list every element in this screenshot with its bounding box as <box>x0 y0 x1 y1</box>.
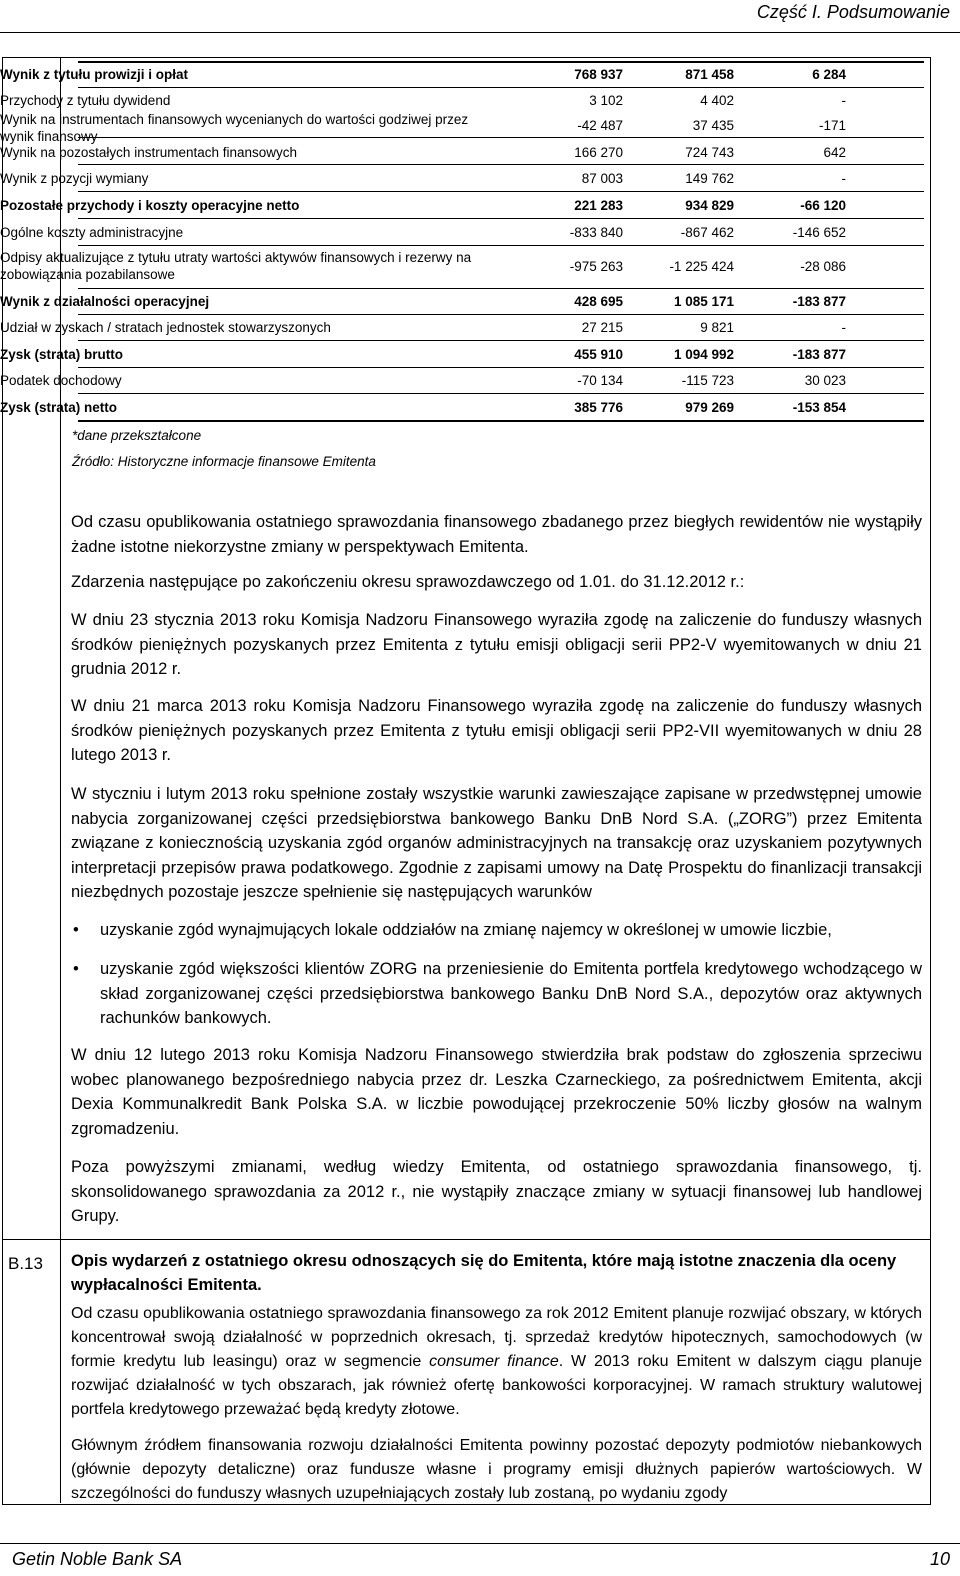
paragraph <box>71 1043 922 1141</box>
row-label: Pozostałe przychody i koszty operacyjne netto <box>0 198 300 213</box>
table-rule <box>78 191 924 192</box>
cell-value: -867 462 <box>680 225 734 240</box>
emphasis-text: consumer finance <box>429 1353 559 1370</box>
cell-value: -42 487 <box>577 118 623 133</box>
table-row <box>0 111 846 144</box>
bullet-list <box>71 957 922 1031</box>
section-header: Część I. Podsumowanie <box>756 2 950 22</box>
cell-value: -66 120 <box>800 198 846 213</box>
table-rule <box>78 340 924 341</box>
paragraph <box>71 570 922 595</box>
table-rule <box>78 87 924 88</box>
cell-value: 1 085 171 <box>673 294 734 309</box>
paragraph-text: W dniu 21 marca 2013 roku Komisja Nadzoru Finansowego wyraziła zgodę na zaliczenie do funduszy własnych środków pieniężnych pozyskanych przez Emitenta z tytułu emisji obligacji serii PP2-VII wyemitowanych w dniu 28 lutego 2013 r. <box>71 697 922 764</box>
cell-value: -153 854 <box>792 400 846 415</box>
table-rule <box>78 393 924 394</box>
cell-value: -171 <box>818 118 846 133</box>
row-label: Podatek dochodowy <box>0 373 122 388</box>
cell-value: - <box>841 171 846 186</box>
cell-value: -115 723 <box>681 373 734 388</box>
row-label: Wynik na pozostałych instrumentach finansowych <box>0 145 298 160</box>
cell-value: 4 402 <box>700 93 734 108</box>
list-item-text: uzyskanie zgód większości klientów ZORG na przeniesienie do Emitenta portfela kredytowego wchodzącego w skład zorganizowanej części przedsiębiorstwa bankowego Banku DnB Nord S.A., depozytów oraz aktywnych rachunków bankowych. <box>100 960 922 1027</box>
paragraph <box>71 694 922 768</box>
cell-value: -1 225 424 <box>669 259 734 274</box>
paragraph-text: W styczniu i lutym 2013 roku spełnione zostały wszystkie warunki zawieszające zapisane w przedwstępnej umowie nabycia zorganizowanej części przedsiębiorstwa bankowego Banku DnB Nord S.A. („ZORG”) przez Emitenta związane z koniecznością uzyskania zgód organów administracyjnych na transakcję oraz uzyskaniem pozytywnych interpretacji przepisów prawa podatkowego. Zgodnie z zapisami umowy na Datę Prospektu do finanlizacji transakcji niezbędnych pozostaje jeszcze spełnienie się następujących warunków <box>71 785 922 901</box>
cell-value: 724 743 <box>685 145 734 160</box>
row-label: Zysk (strata) brutto <box>0 347 124 362</box>
cell-value: - <box>841 93 846 108</box>
table-rule <box>78 288 924 289</box>
cell-value: -70 134 <box>577 373 623 388</box>
list-item <box>71 957 922 1031</box>
cell-value: 871 458 <box>685 67 734 82</box>
cell-value: 768 937 <box>574 67 623 82</box>
cell-value: 87 003 <box>581 171 623 186</box>
cell-value: 979 269 <box>685 400 734 415</box>
row-label: Ogólne koszty administracyjne <box>0 225 184 240</box>
paragraph <box>71 608 922 682</box>
section-label-b13: B.13 <box>8 1254 43 1273</box>
section-divider <box>2 1239 931 1240</box>
paragraph <box>71 1155 922 1229</box>
cell-value: 166 270 <box>574 145 623 160</box>
row-label: Wynik z pozycji wymiany <box>0 171 149 186</box>
row-label: Odpisy aktualizujące z tytułu utraty wartości aktywów finansowych i rezerwy na zobowiązania pozabilansowe <box>0 250 472 282</box>
cell-value: 37 435 <box>692 118 734 133</box>
table-rule <box>78 164 924 165</box>
paragraph <box>71 782 922 905</box>
cell-value: 221 283 <box>574 198 623 213</box>
cell-value: 385 776 <box>574 400 623 415</box>
paragraph <box>71 1434 922 1506</box>
footer-rule <box>0 1543 960 1544</box>
bullet-icon: • <box>73 921 79 939</box>
paragraph-text: Od czasu opublikowania ostatniego sprawozdania finansowego zbadanego przez biegłych rewidentów nie wystąpiły żadne istotne niekorzystne zmiany w perspektywach Emitenta. <box>71 513 922 556</box>
paragraph-text: Poza powyższymi zmianami, według wiedzy Emitenta, od ostatniego sprawozdania finansowego, tj. skonsolidowanego sprawozdania za 2012 r., nie wystąpiły znaczące zmiany w sytuacji finansowej lub handlowej Grupy. <box>71 1158 922 1225</box>
cell-value: 3 102 <box>589 93 623 108</box>
list-item-text: uzyskanie zgód wynajmujących lokale oddziałów na zmianę najemcy w określonej w umowie liczbie, <box>100 921 832 939</box>
row-label: Zysk (strata) netto <box>0 400 118 415</box>
paragraph-text: Zdarzenia następujące po zakończeniu okresu sprawozdawczego od 1.01. do 31.12.2012 r.: <box>71 573 745 591</box>
row-label: Wynik z tytułu prowizji i opłat <box>0 67 189 82</box>
cell-value: 27 215 <box>581 320 623 335</box>
paragraph-text-part: Od czasu opublikowania ostatniego sprawozdania finansowego za rok 2012 Emitent planuje rozwijać obszary, w których koncentrował swoją działalność w poprzednich okresach, tj. sprzedaż kredytów hipotecznych, samochodowych (w formie kredytu lub leasingu) oraz w segmencie <box>71 1305 922 1370</box>
cell-value: 9 821 <box>700 320 734 335</box>
cell-value: -183 877 <box>792 294 846 309</box>
list-item <box>71 918 922 943</box>
cell-value: 428 695 <box>574 294 623 309</box>
footer-company: Getin Noble Bank SA <box>12 1549 183 1569</box>
page-number: 10 <box>929 1549 950 1569</box>
paragraph-text <box>71 1302 922 1422</box>
cell-value: -183 877 <box>792 347 846 362</box>
cell-value: 934 829 <box>685 198 734 213</box>
cell-value: -146 652 <box>792 225 846 240</box>
table-rule <box>78 137 924 138</box>
cell-value: 1 094 992 <box>673 347 734 362</box>
table-rule <box>78 314 924 315</box>
section-title: Opis wydarzeń z ostatniego okresu odnoszących się do Emitenta, które mają istotne znaczenia dla oceny wypłacalności Emitenta. <box>71 1252 897 1294</box>
bullet-list <box>71 918 922 943</box>
table-note: *dane przekształcone <box>72 428 202 443</box>
paragraph-text: W dniu 12 lutego 2013 roku Komisja Nadzoru Finansowego stwierdziła brak podstaw do zgłoszenia sprzeciwu wobec planowanego bezpośredniego nabycia przez dr. Leszka Czarneckiego, za pośrednictwem Emitenta, akcji Dexia Kommunalkredit Bank Polska S.A. w liczbie powodującej przekroczenie 50% liczby głosów na walnym zgromadzeniu. <box>71 1046 922 1138</box>
table-rule <box>78 367 924 368</box>
table-rule <box>78 61 924 63</box>
paragraph-text-part: . W 2013 roku Emitent w dalszym ciągu planuje rozwijać działalność w tych obszarach, jak również ofertę bankowości korporacyjnej. W ramach struktury walutowej portfela kredytowego przeważać będą kredyty złotowe. <box>71 1353 923 1418</box>
table-rule <box>78 420 924 422</box>
row-label: Wynik na instrumentach finansowych wycenianych do wartości godziwej przez wynik finansowy <box>0 112 469 144</box>
table-rule <box>78 218 924 219</box>
table-source: Źródło: Historyczne informacje finansowe Emitenta <box>72 454 376 469</box>
paragraph-text: W dniu 23 stycznia 2013 roku Komisja Nadzoru Finansowego wyraziła zgodę na zaliczenie do funduszy własnych środków pieniężnych pozyskanych przez Emitenta z tytułu emisji obligacji serii PP2-V wyemitowanych w dniu 21 grudnia 2012 r. <box>71 611 922 678</box>
cell-value: 6 284 <box>812 67 846 82</box>
cell-value: 455 910 <box>574 347 623 362</box>
paragraph-text: Głównym źródłem finansowania rozwoju działalności Emitenta powinny pozostać depozyty podmiotów niebankowych (głównie depozyty detaliczne) oraz fundusze własne i programy emisji dłużnych papierów wartościowych. W szczególności do funduszy własnych uzupełniających zostały lub zostaną, po wydaniu zgody <box>71 1437 922 1502</box>
cell-value: 642 <box>823 145 846 160</box>
cell-value: - <box>841 320 846 335</box>
cell-value: -833 840 <box>569 225 623 240</box>
row-label: Udział w zyskach / stratach jednostek stowarzyszonych <box>0 320 331 335</box>
bullet-icon: • <box>73 960 79 978</box>
cell-value: -975 263 <box>569 259 623 274</box>
row-label: Przychody z tytułu dywidend <box>0 93 171 108</box>
cell-value: 30 023 <box>804 373 846 388</box>
header-rule <box>0 32 960 33</box>
cell-value: -28 086 <box>800 259 846 274</box>
cell-value: 149 762 <box>685 171 734 186</box>
table-rule <box>78 245 924 246</box>
paragraph <box>71 1302 922 1422</box>
paragraph <box>71 510 922 559</box>
row-label: Wynik z działalności operacyjnej <box>0 294 210 309</box>
